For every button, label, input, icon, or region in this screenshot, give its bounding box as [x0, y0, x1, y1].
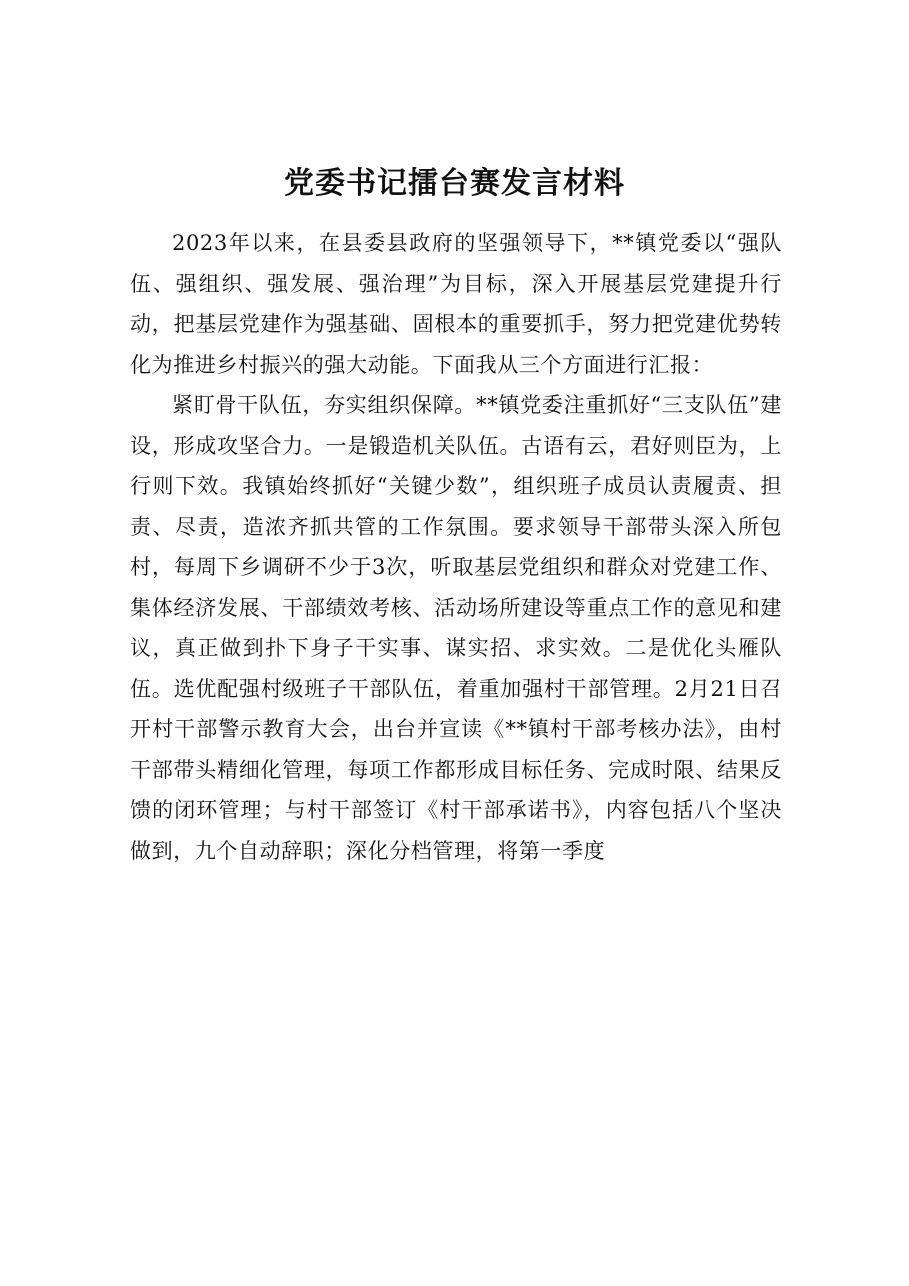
paragraph-intro: 2023年以来，在县委县政府的坚强领导下，**镇党委以“强队伍、强组织、强发展、强治理”为目标，深入开展基层党建提升行动，把基层党建作为强基础、固根本的重要抓手，努力把党建优势转化为推进乡村振兴的强大动能。下面我从三个方面进行汇报： [130, 231, 782, 377]
document-title: 党委书记擂台赛发言材料 [284, 166, 625, 201]
paragraph-team-building: 紧盯骨干队伍，夯实组织保障。**镇党委注重抓好“三支队伍”建设，形成攻坚合力。一是锻造机关队伍。古语有云，君好则臣为，上行则下效。我镇始终抓好“关键少数”，组织班子成员认责履责、担责、尽责，造浓齐抓共管的工作氛围。要求领导干部带头深入所包村，每周下乡调研不少于3次，听取基层党组织和群众对党建工作、集体经济发展、干部绩效考核、活动场所建设等重点工作的意见和建议，真正做到扑下身子干实事、谋实招、求实效。二是优化头雁队伍。选优配强村级班子干部队伍，着重加强村干部管理。2月21日召开村干部警示教育大会，出台并宣读《**镇村干部考核办法》，由村干部带头精细化管理，每项工作都形成目标任务、完成时限、结果反馈的闭环管理；与村干部签订《村干部承诺书》，内容包括八个坚决做到，九个自动辞职；深化分档管理，将第一季度 [130, 393, 782, 863]
document-body [130, 223, 782, 871]
